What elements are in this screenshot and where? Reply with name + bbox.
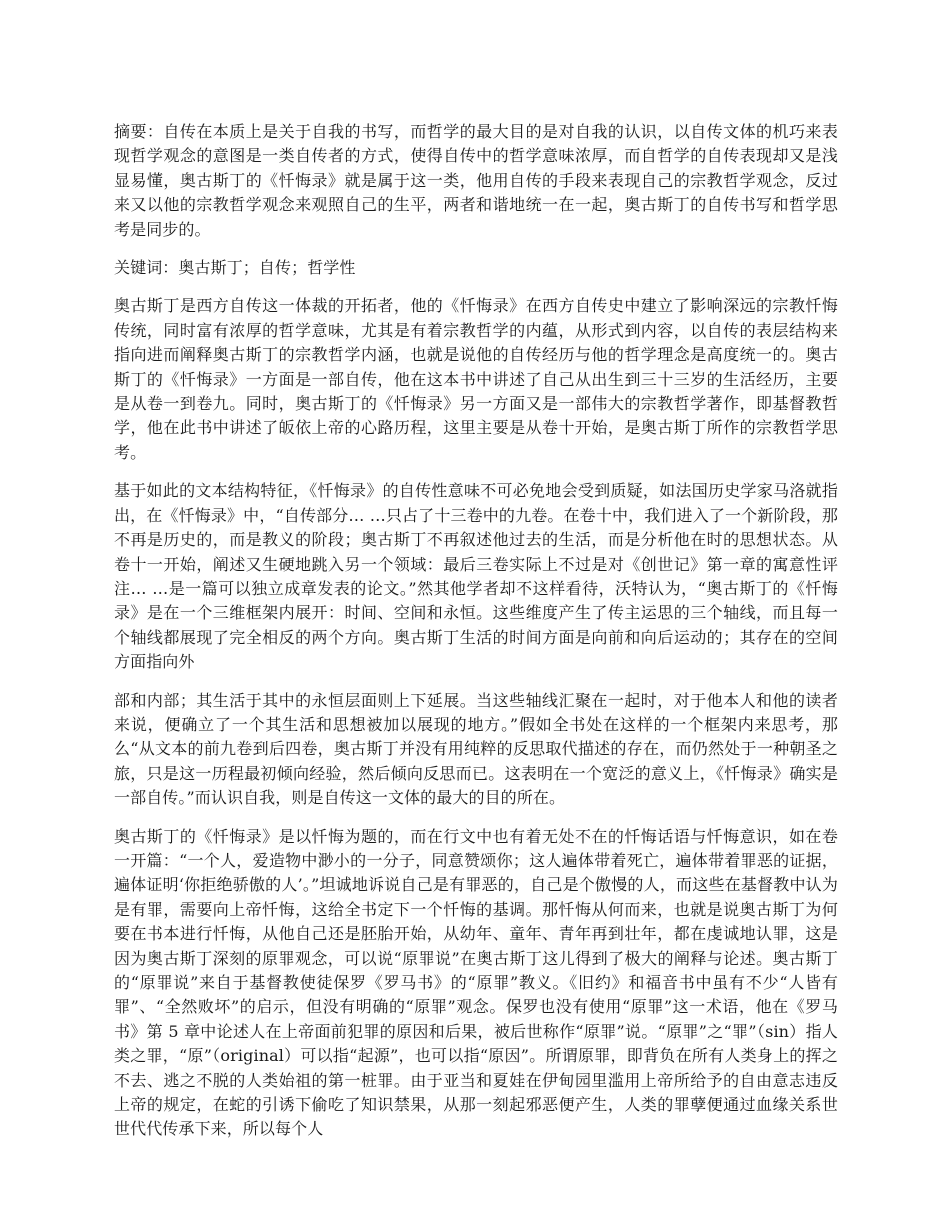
document-body xyxy=(114,120,838,1156)
body-paragraph: 奥古斯丁是西方自传这一体裁的开拓者，他的《忏悔录》在西方自传史中建立了影响深远的宗教忏悔传统，同时富有浓厚的哲学意味，尤其是有着宗教哲学的内蕴，从形式到内容，以自传的表层结构来指向进而阐释奥古斯丁的宗教哲学内涵，也就是说他的自传经历与他的哲学理念是高度统一的。奥古斯丁的《忏悔录》一方面是一部自传，他在这本书中讲述了自己从出生到三十三岁的生活经历，主要是从卷一到卷九。同时，奥古斯丁的《忏悔录》另一方面又是一部伟大的宗教哲学著作，即基督教哲学，他在此书中讲述了皈依上帝的心路历程，这里主要是从卷十开始，是奥古斯丁所作的宗教哲学思考。 xyxy=(114,296,838,462)
keywords-line: 关键词：奥古斯丁；自传；哲学性 xyxy=(114,258,356,278)
body-paragraph: 奥古斯丁的《忏悔录》是以忏悔为题的，而在行文中也有着无处不在的忏悔话语与忏悔意识，如在卷一开篇：“一个人，爱造物中渺小的一分子，同意赞颂你；这人遍体带着死亡，遍体带着罪恶的证据，遍体证明‘你拒绝骄傲的人’。”坦诚地诉说自己是有罪恶的，自己是个傲慢的人，而这些在基督教中认为是有罪，需要向上帝忏悔，这给全书定下一个忏悔的基调。那忏悔从何而来，也就是说奥古斯丁为何要在书本进行忏悔，从他自己还是胚胎开始，从幼年、童年、青年再到壮年，都在虔诚地认罪，这是因为奥古斯丁深刻的原罪观念，可以说“原罪说”在奥古斯丁这儿得到了极大的阐释与论述。奥古斯丁的“原罪说”来自于基督教使徒保罗《罗马书》的“原罪”教义。《旧约》和福音书中虽有不少“人皆有罪”、“全然败坏”的启示，但没有明确的“原罪”观念。保罗也没有使用“原罪”这一术语，他在《罗马书》第 5 章中论述人在上帝面前犯罪的原因和后果，被后世称作“原罪”说。“原罪”之“罪”（sin）指人类之罪，“原”（original）可以指“起源”，也可以指“原因”。所谓原罪，即背负在所有人类身上的挥之不去、逃之不脱的人类始祖的第一桩罪。由于亚当和夏娃在伊甸园里滥用上帝所给予的自由意志违反上帝的规定，在蛇的引诱下偷吃了知识禁果，从那一刻起邪恶便产生，人类的罪孽便通过血缘关系世世代代传承下来，所以每个人 xyxy=(114,826,838,1139)
abstract-paragraph: 摘要：自传在本质上是关于自我的书写，而哲学的最大目的是对自我的认识，以自传文体的机巧来表现哲学观念的意图是一类自传者的方式，使得自传中的哲学意味浓厚，而自哲学的自传表现却又是浅显易懂，奥古斯丁的《忏悔录》就是属于这一类，他用自传的手段来表现自己的宗教哲学观念，反过来又以他的宗教哲学观念来观照自己的生平，两者和谐地统一在一起，奥古斯丁的自传书写和哲学思考是同步的。 xyxy=(114,122,838,239)
body-paragraph: 部和内部；其生活于其中的永恒层面则上下延展。当这些轴线汇聚在一起时，对于他本人和他的读者来说，便确立了一个其生活和思想被加以展现的地方。”假如全书处在这样的一个框架内来思考，那么“从文本的前九卷到后四卷，奥古斯丁并没有用纯粹的反思取代描述的存在，而仍然处于一种朝圣之旅，只是这一历程最初倾向经验，然后倾向反思而已。这表明在一个宽泛的意义上，《忏悔录》确实是一部自传。”而认识自我，则是自传这一文体的最大的目的所在。 xyxy=(114,690,838,808)
body-paragraph: 基于如此的文本结构特征，《忏悔录》的自传性意味不可必免地会受到质疑，如法国历史学家马洛就指出，在《忏悔录》中，“自传部分… …只占了十三卷中的九卷。在卷十中，我们进入了一个新阶段，那不再是历史的，而是教义的阶段；奥古斯丁不再叙述他过去的生活，而是分析他在时的思想状态。从卷十一开始，阐述又生硬地跳入另一个领域：最后三卷实际上不过是对《创世记》第一章的寓意性评注… …是一篇可以独立成章发表的论文。”然其他学者却不这样看待，沃特认为，“奥古斯丁的《忏悔录》是在一个三维框架内展开：时间、空间和永恒。这些维度产生了传主运思的三个轴线，而且每一个轴线都展现了完全相反的两个方向。奥古斯丁生活的时间方面是向前和向后运动的；其存在的空间方面指向外 xyxy=(114,481,838,672)
